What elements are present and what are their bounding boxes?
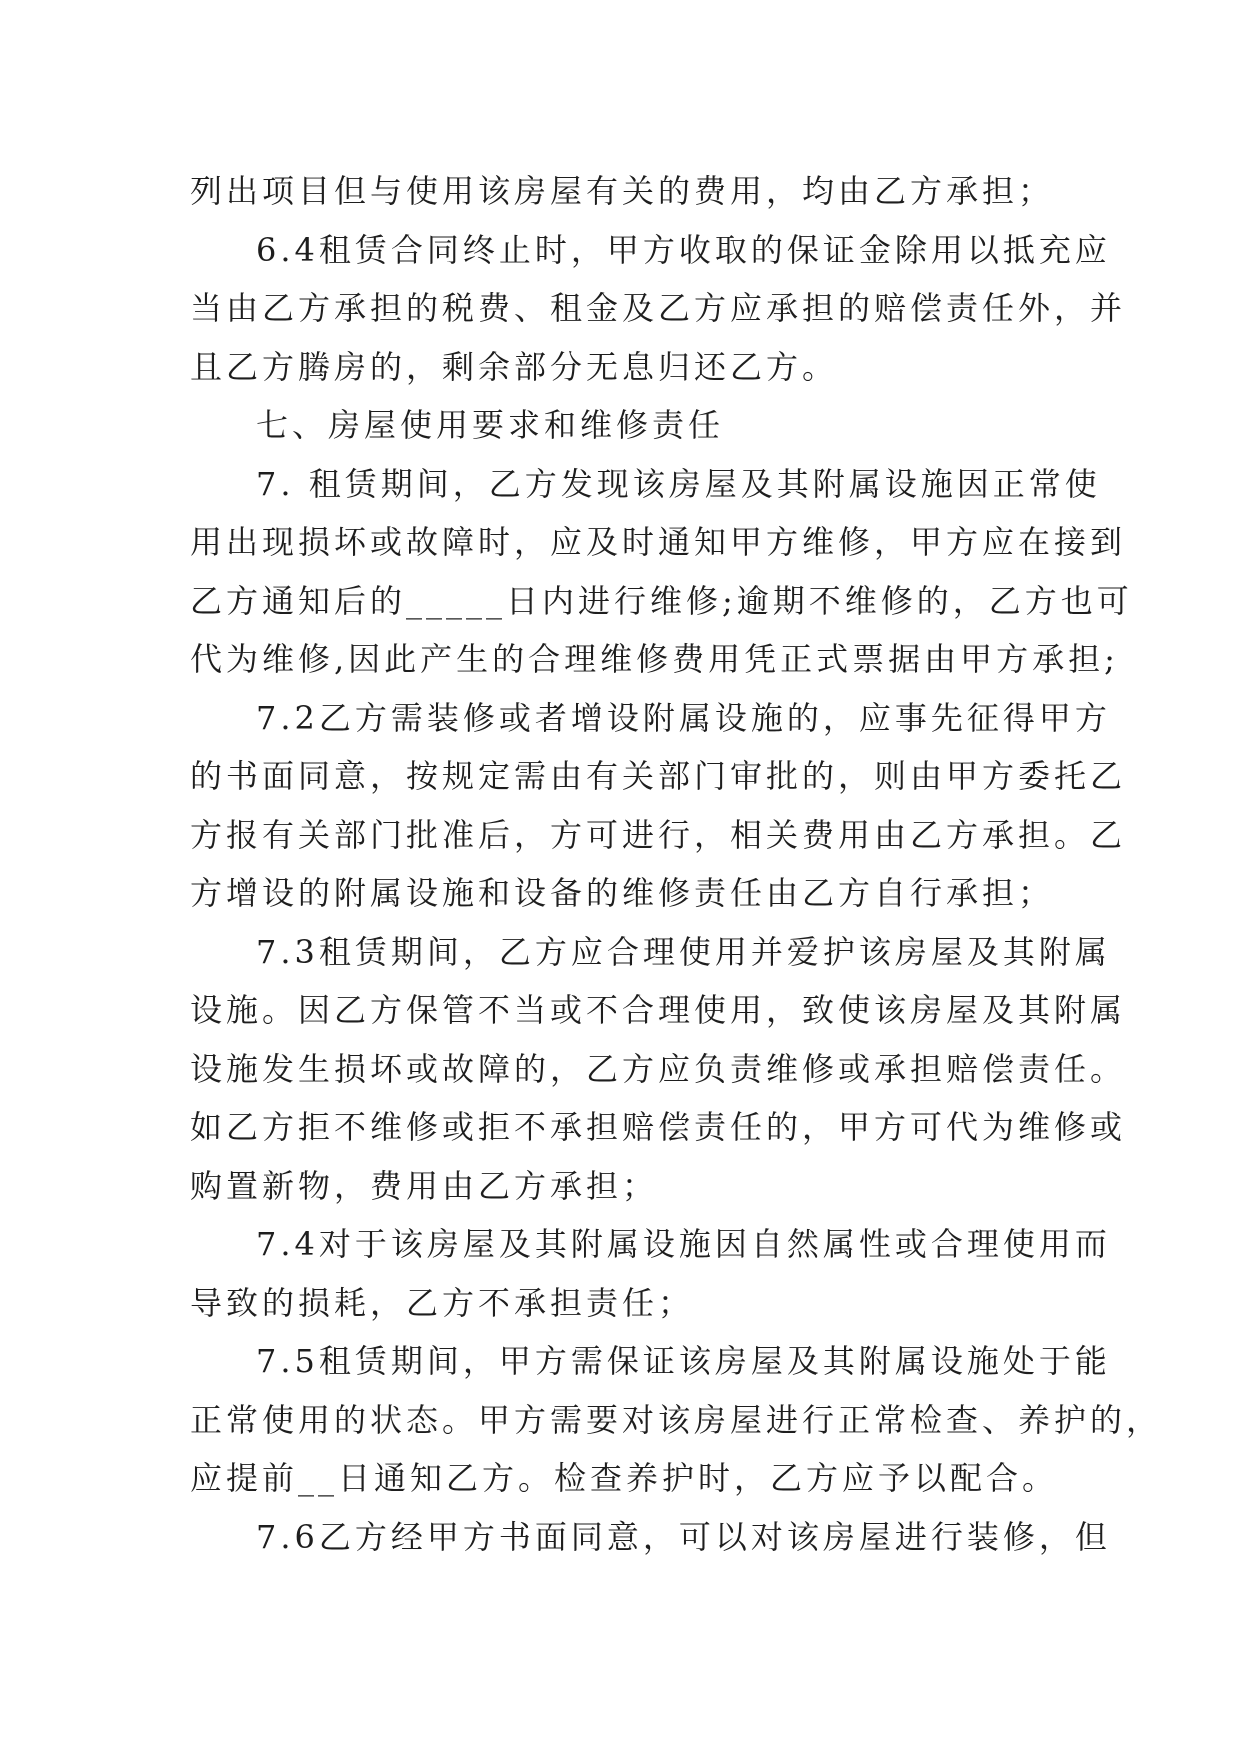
text-line: 列出项目但与使用该房屋有关的费用，均由乙方承担； bbox=[190, 172, 1055, 210]
section-heading: 七、房屋使用要求和维修责任 bbox=[256, 406, 725, 444]
text-line: 的书面同意，按规定需由有关部门审批的，则由甲方委托乙 bbox=[190, 757, 1127, 795]
text-line: 应提前__日通知乙方。检查养护时，乙方应予以配合。 bbox=[190, 1459, 1059, 1497]
text-line: 且乙方腾房的，剩余部分无息归还乙方。 bbox=[190, 347, 839, 386]
text-line: 7.6乙方经甲方书面同意，可以对该房屋进行装修，但 bbox=[256, 1517, 1111, 1556]
text-line: 7. 租赁期间，乙方发现该房屋及其附属设施因正常使 bbox=[256, 464, 1101, 503]
text-line: 6.4租赁合同终止时，甲方收取的保证金除用以抵充应 bbox=[256, 230, 1111, 269]
text-line: 7.4对于该房屋及其附属设施因自然属性或合理使用而 bbox=[256, 1225, 1111, 1263]
text-line: 设施。因乙方保管不当或不合理使用，致使该房屋及其附属 bbox=[190, 991, 1127, 1029]
text-line: 7.2乙方需装修或者增设附属设施的，应事先征得甲方 bbox=[256, 698, 1111, 737]
text-line: 如乙方拒不维修或拒不承担赔偿责任的，甲方可代为维修或 bbox=[190, 1108, 1127, 1146]
text-line: 方增设的附属设施和设备的维修责任由乙方自行承担； bbox=[190, 874, 1055, 912]
text-line: 方报有关部门批准后，方可进行，相关费用由乙方承担。乙 bbox=[190, 815, 1127, 854]
document-body bbox=[190, 162, 1163, 1566]
text-line: 购置新物，费用由乙方承担； bbox=[190, 1166, 659, 1205]
text-line: 用出现损坏或故障时，应及时通知甲方维修，甲方应在接到 bbox=[190, 523, 1127, 561]
text-line: 正常使用的状态。甲方需要对该房屋进行正常检查、养护的， bbox=[190, 1400, 1163, 1439]
text-line: 7.5租赁期间，甲方需保证该房屋及其附属设施处于能 bbox=[256, 1342, 1111, 1380]
text-line: 7.3租赁期间，乙方应合理使用并爱护该房屋及其附属 bbox=[256, 932, 1111, 971]
text-line: 乙方通知后的_____日内进行维修;逾期不维修的，乙方也可 bbox=[190, 581, 1133, 620]
text-line: 代为维修,因此产生的合理维修费用凭正式票据由甲方承担; bbox=[190, 640, 1119, 678]
text-line: 导致的损耗，乙方不承担责任； bbox=[190, 1283, 695, 1322]
text-line: 当由乙方承担的税费、租金及乙方应承担的赔偿责任外，并 bbox=[190, 289, 1127, 327]
text-line: 设施发生损坏或故障的，乙方应负责维修或承担赔偿责任。 bbox=[190, 1049, 1127, 1088]
